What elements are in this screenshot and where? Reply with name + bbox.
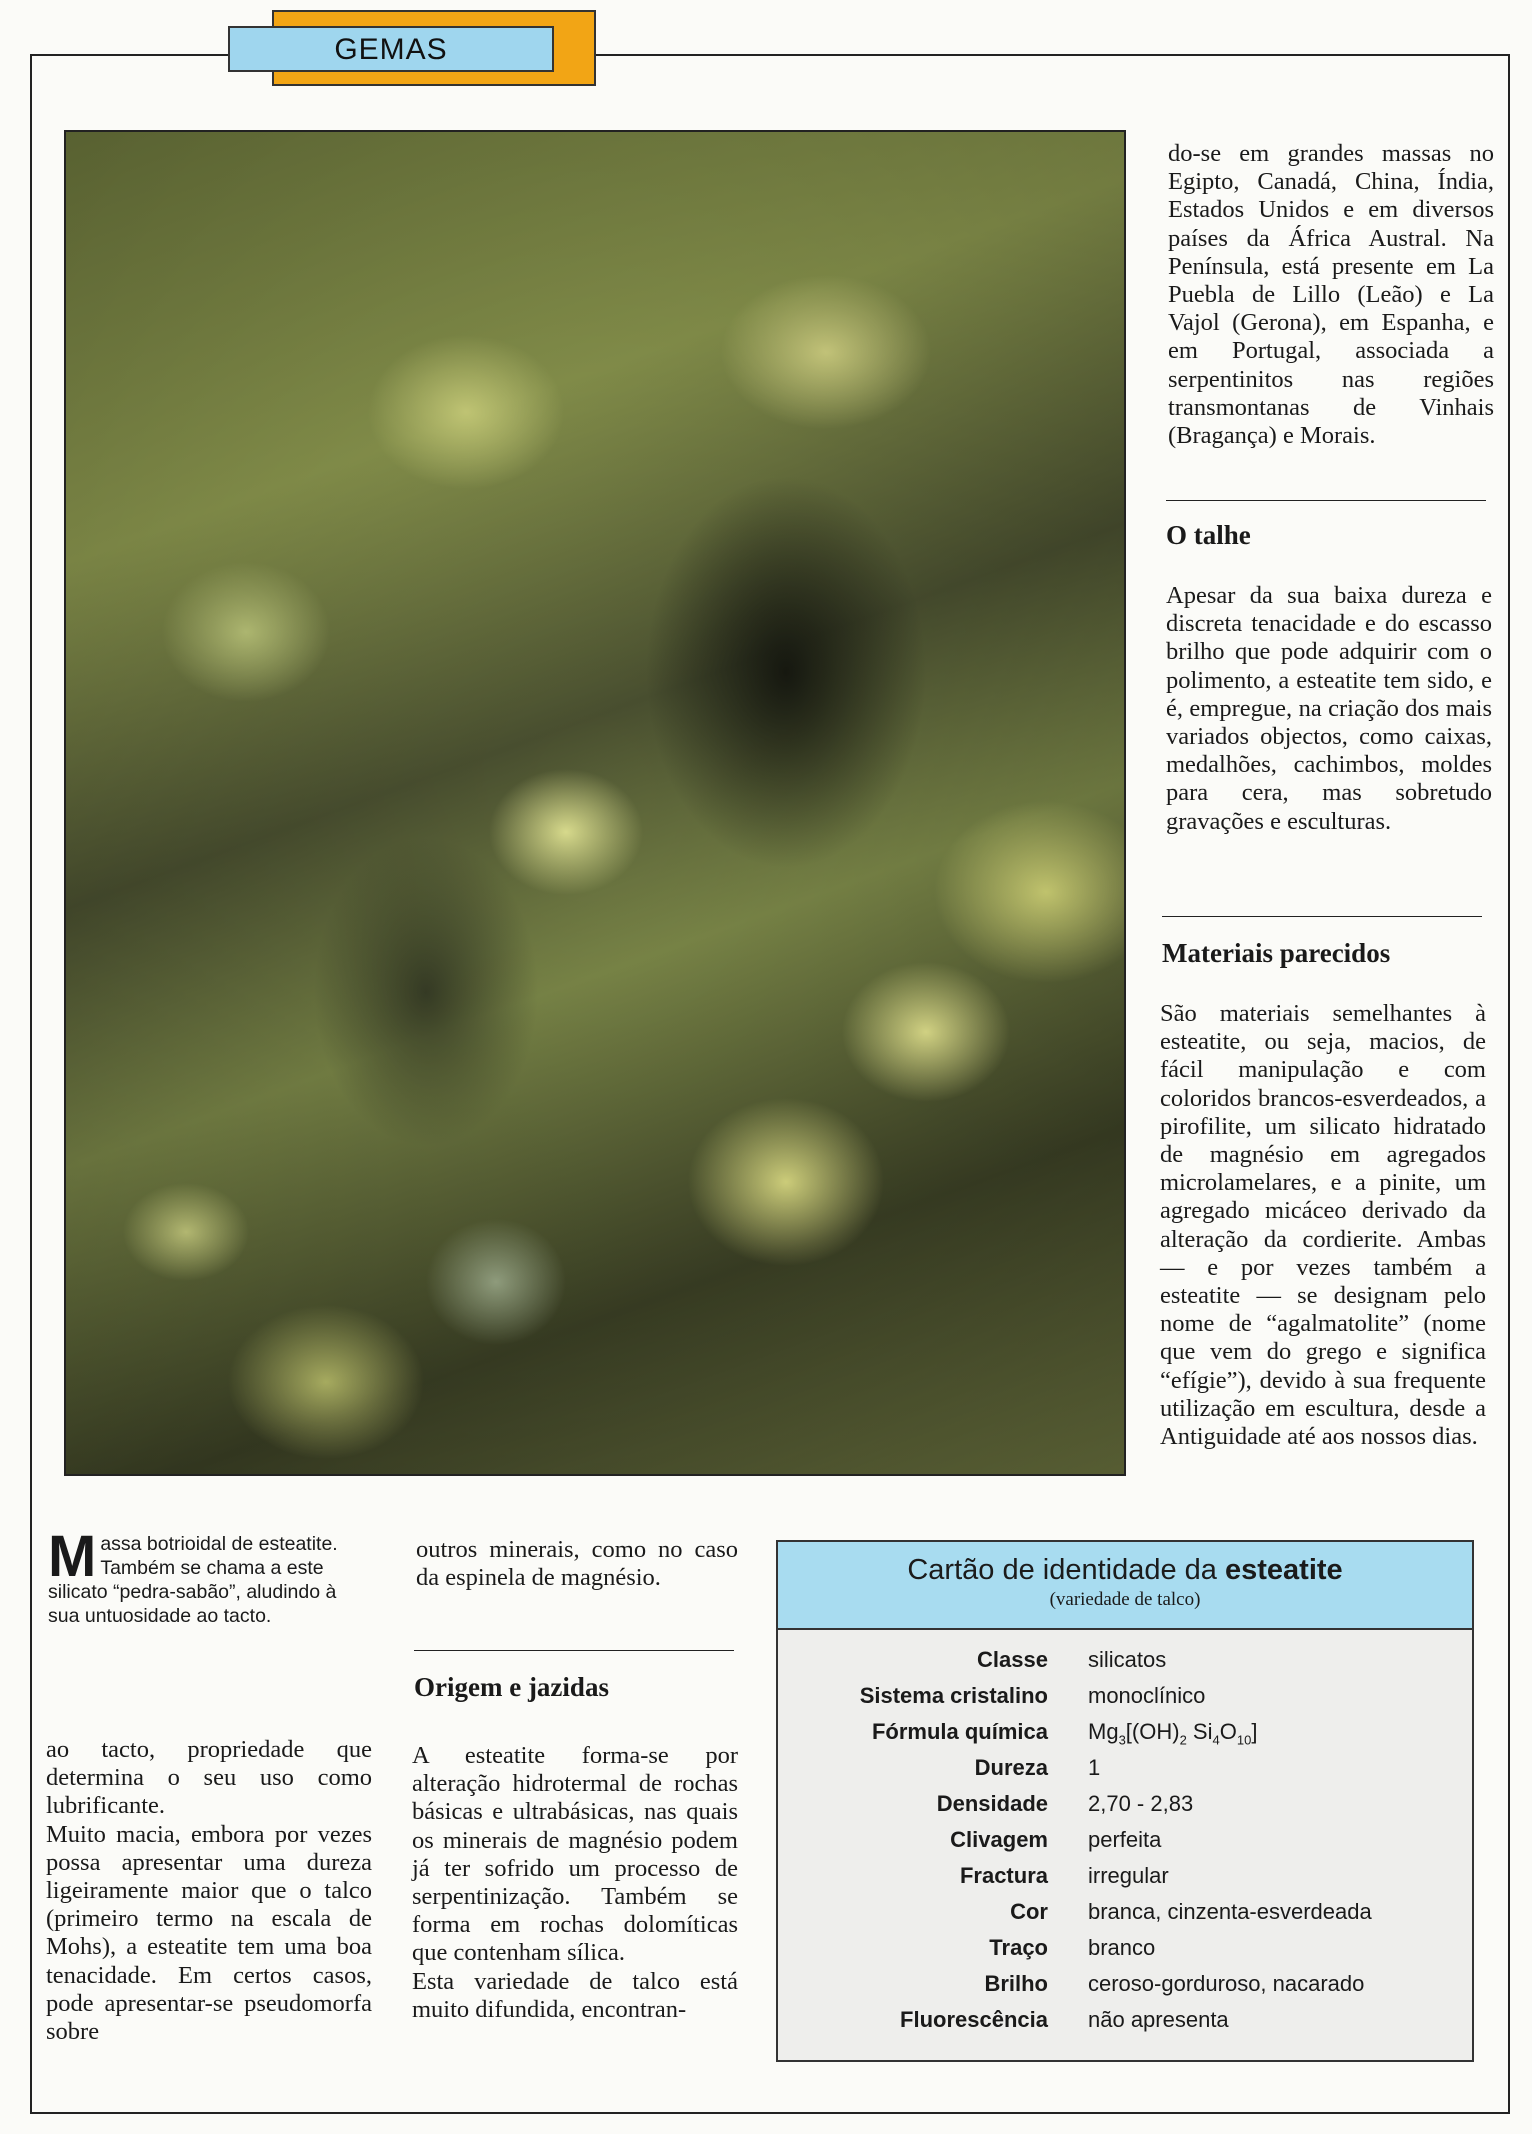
caption-text: assa botrioidal de esteatite. Também se chama a este silicato “pedra-sabão”, aludindo à sua untuosidade ao tacto. <box>48 1533 338 1627</box>
talhe-text: Apesar da sua baixa dureza e discreta tenacidade e do escasso brilho que pode adquirir com o polimento, a esteatite tem sido, e é, empregue, na criação dos mais variados objectos, como caixas, medalhões, cachimbos, moldes para cera, mas sobretudo gravações e esculturas. <box>1166 582 1492 835</box>
left-text-2: Muito macia, embora por vezes possa apresentar uma dureza ligeiramente maior que o talco (primeiro termo na escala de Mohs), a esteatite tem uma boa tenacidade. Em certos casos, pode apresentar-se pseudomorfa sobre <box>46 1820 372 2046</box>
value: 1 <box>1088 1755 1101 1780</box>
value: 2,70 - 2,83 <box>1088 1791 1194 1816</box>
label: Densidade <box>936 1791 1048 1816</box>
title-mineral: esteatite <box>1224 1554 1343 1586</box>
identity-card-title <box>778 1542 1472 1587</box>
identity-rows <box>778 1647 1472 2043</box>
f-a: Mg <box>1088 1719 1119 1744</box>
f-b: [(OH) <box>1125 1719 1180 1744</box>
value: branca, cinzenta-esverdeada <box>1088 1899 1372 1924</box>
label: Clivagem <box>950 1827 1048 1852</box>
label: Fluorescência <box>900 2007 1048 2032</box>
label: Fractura <box>959 1863 1048 1888</box>
row-formula <box>778 1719 1472 1755</box>
row-dureza <box>778 1755 1472 1791</box>
label: Classe <box>977 1647 1048 1672</box>
section-tab: GEMAS <box>228 26 554 72</box>
row-sistema <box>778 1683 1472 1719</box>
formula-value <box>1088 1719 1472 1755</box>
label: Fórmula química <box>871 1719 1048 1744</box>
row-densidade <box>778 1791 1472 1827</box>
f-b-sub: 2 <box>1179 1732 1187 1748</box>
row-brilho <box>778 1971 1472 2007</box>
divider <box>1162 916 1482 917</box>
identity-card-header <box>778 1542 1472 1630</box>
label: Brilho <box>984 1971 1048 1996</box>
row-traco <box>778 1935 1472 1971</box>
value: monoclínico <box>1088 1683 1206 1708</box>
mineral-photo <box>64 130 1126 1476</box>
divider <box>414 1650 734 1651</box>
f-d: O <box>1219 1719 1237 1744</box>
middle-column-bottom <box>412 1742 738 2024</box>
value: perfeita <box>1088 1827 1162 1852</box>
f-e: ] <box>1251 1719 1258 1744</box>
value: branco <box>1088 1935 1156 1960</box>
row-clivagem <box>778 1827 1472 1863</box>
photo-caption <box>48 1524 346 1628</box>
label: Sistema cristalino <box>859 1683 1048 1708</box>
photo-shading <box>66 132 1124 1474</box>
f-c: Si <box>1186 1719 1213 1744</box>
value: irregular <box>1088 1863 1169 1888</box>
f-d-sub: 10 <box>1236 1732 1252 1748</box>
identity-card <box>776 1540 1474 2062</box>
middle-text-2: A esteatite forma-se por alteração hidrotermal de rochas básicas e ultrabásicas, nas quais os minerais de magnésio podem já ter sofrido um processo de serpentinização. Também se forma em rochas dolomíticas que contenham sílica. <box>412 1742 738 1967</box>
row-cor <box>778 1899 1472 1935</box>
caption-dropcap: M <box>48 1524 97 1589</box>
middle-column-top <box>416 1536 738 1592</box>
value: ceroso-gorduroso, nacarado <box>1088 1971 1365 1996</box>
title-prefix: Cartão de identidade da <box>907 1554 1225 1586</box>
row-fractura <box>778 1863 1472 1899</box>
left-column <box>46 1736 372 2046</box>
talhe-heading: O talhe <box>1166 520 1251 550</box>
label: Cor <box>1010 1899 1048 1924</box>
value: não apresenta <box>1088 2007 1229 2032</box>
middle-text-3: Esta variedade de talco está muito difundida, encontran- <box>412 1967 738 2023</box>
row-fluorescencia <box>778 2007 1472 2043</box>
intro-text: do-se em grandes massas no Egipto, Canadá, China, Índia, Estados Unidos e em diversos países da África Austral. Na Península, está presente em La Puebla de Lillo (Leão) e La Vajol (Gerona), em Espanha, e em Portugal, associada a serpentinitos nas regiões transmontanas de Vinhais (Bragança) e Morais. <box>1168 140 1494 450</box>
middle-text-1: outros minerais, como no caso da espinela de magnésio. <box>416 1536 738 1592</box>
label: Dureza <box>974 1755 1048 1780</box>
materiais-text: São materiais semelhantes à esteatite, ou seja, macios, de fácil manipulação e com coloridos brancos-esverdeados, a pirofilite, um silicato hidratado de magnésio em agregados microlamelares, e a pinite, um agregado micáceo derivado da alteração da cordierite. Ambas — e por vezes também a esteatite — se designam pelo nome de “agalmatolite” (nome que vem do grego e significa “efígie”), devido à sua frequente utilização em escultura, desde a Antiguidade até aos nossos dias. <box>1160 1000 1486 1451</box>
right-column-intro <box>1168 140 1494 450</box>
identity-card-subtitle: (variedade de talco) <box>1049 1589 1201 1610</box>
f-a-sub: 3 <box>1118 1732 1126 1748</box>
materiais-heading: Materiais parecidos <box>1162 938 1391 968</box>
label: Traço <box>989 1935 1048 1960</box>
origem-heading: Origem e jazidas <box>414 1672 609 1702</box>
divider <box>1166 500 1486 501</box>
value: silicatos <box>1088 1647 1167 1672</box>
talhe-section <box>1166 582 1492 836</box>
row-classe <box>778 1647 1472 1683</box>
materiais-section <box>1160 1000 1486 1451</box>
left-text-1: ao tacto, propriedade que determina o seu uso como lubrificante. <box>46 1736 372 1820</box>
f-c-sub: 4 <box>1212 1732 1220 1748</box>
